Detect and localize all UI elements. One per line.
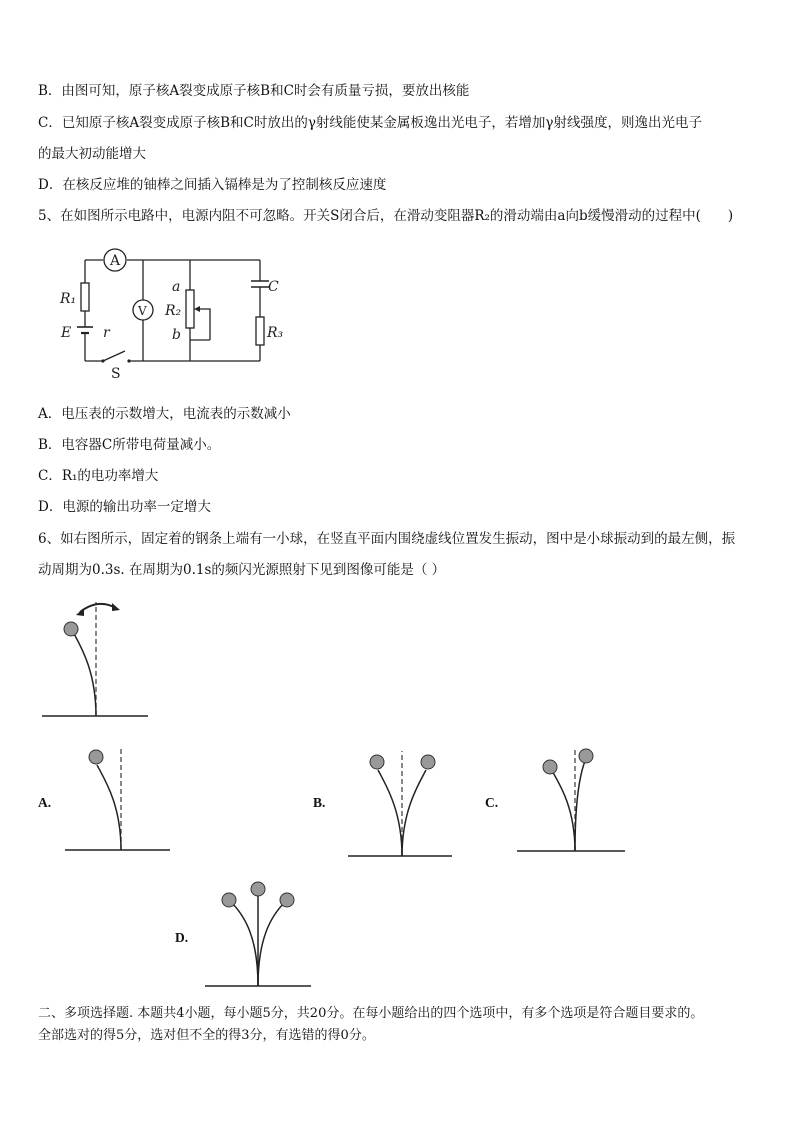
r2-label: R₂ — [165, 303, 182, 319]
section2-line2: 全部选对的得5分，选对但不全的得3分，有选错的得0分。 — [38, 1028, 375, 1043]
q5-stem: 5、在如图所示电路中，电源内阻不可忽略。开关S闭合后，在滑动变阻器R₂的滑动端由a向b缓慢滑动的过程中( ) — [38, 208, 734, 224]
q4-option-b: B．由图可知，原子核A裂变成原子核B和C时会有质量亏损，要放出核能 — [38, 83, 470, 99]
q6-option-d-figure — [203, 878, 315, 990]
q4-option-d: D．在核反应堆的铀棒之间插入镉棒是为了控制核反应速度 — [38, 177, 387, 193]
r-label: r — [103, 325, 110, 341]
q4-option-c-line1: C．已知原子核A裂变成原子核B和C时放出的γ射线能使某金属板逸出光电子，若增加γ射线强度，则逸出光电子 — [38, 115, 702, 131]
q6-option-b-figure — [348, 745, 453, 860]
voltmeter-label: V — [138, 304, 147, 318]
oscillation-arrow-icon — [80, 604, 116, 612]
q6-stem-line2: 动周期为0.3s. 在周期为0.1s的频闪光源照射下见到图像可能是（ ） — [38, 562, 446, 578]
s-label: S — [111, 366, 121, 382]
r1-label: R₁ — [60, 291, 77, 307]
q6-option-d-label: D. — [175, 930, 189, 945]
section2-line1: 二、多项选择题. 本题共4小题，每小题5分，共20分。在每小题给出的四个选项中，有多个选项是符合题目要求的。 — [38, 1006, 704, 1021]
r3-label: R₃ — [267, 325, 284, 341]
q6-option-a-label: A. — [38, 795, 52, 810]
q6-stem-line1: 6、如右图所示，固定着的钢条上端有一小球，在竖直平面内围绕虚线位置发生振动，图中是小球振动到的最左侧，振 — [38, 531, 736, 547]
q5-option-d: D．电源的输出功率一定增大 — [38, 499, 211, 515]
q4-option-c-line2: 的最大初动能增大 — [38, 146, 146, 162]
q6-option-c-label: C. — [485, 795, 499, 810]
q5-option-b: B．电容器C所带电荷量减小。 — [38, 437, 221, 453]
q6-option-b-label: B. — [313, 795, 326, 810]
b-label: b — [172, 327, 181, 343]
c-label: C — [268, 279, 279, 295]
q6-option-a-figure — [65, 745, 175, 855]
a-label: a — [172, 279, 181, 295]
e-label: E — [61, 325, 72, 341]
ammeter-label: A — [110, 253, 121, 269]
q5-option-c: C．R₁的电功率增大 — [38, 468, 159, 484]
q6-option-c-figure — [515, 745, 627, 855]
circuit-diagram — [55, 245, 295, 380]
q5-option-a: A．电压表的示数增大，电流表的示数减小 — [38, 406, 291, 422]
q6-main-figure — [40, 590, 150, 720]
